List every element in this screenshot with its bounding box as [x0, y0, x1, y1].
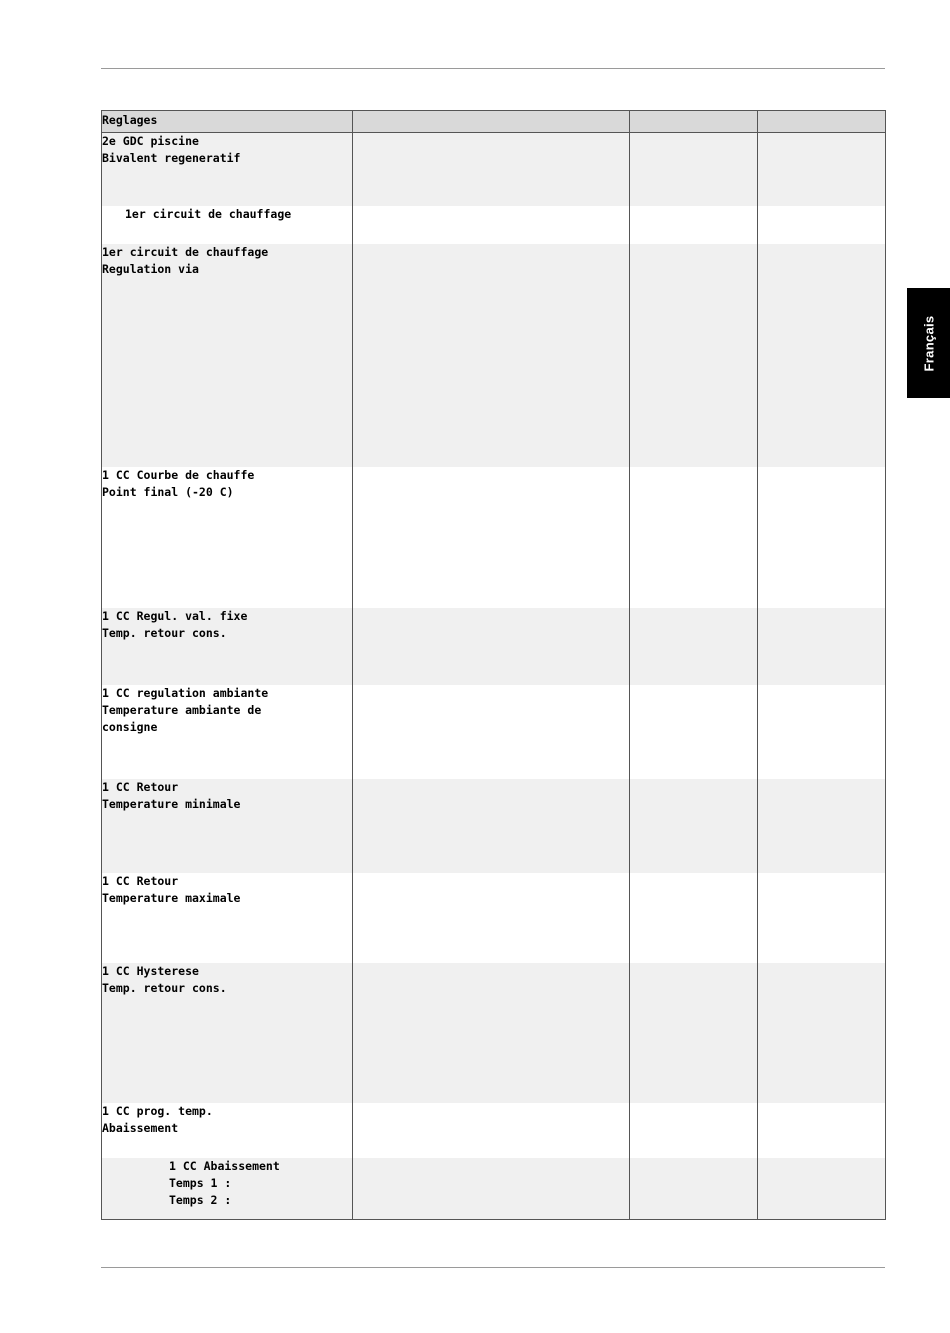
- table-cell: [353, 244, 630, 467]
- setting-line: 1 CC prog. temp.: [102, 1103, 213, 1118]
- table-cell: [353, 467, 630, 608]
- table-row: [102, 608, 886, 685]
- setting-name: [102, 873, 353, 963]
- table-cell: [353, 206, 630, 244]
- table-cell: [758, 963, 886, 1103]
- table-cell: [758, 1103, 886, 1158]
- settings-table: [101, 110, 886, 1220]
- table-row: [102, 1103, 886, 1158]
- table-cell: [630, 608, 758, 685]
- setting-line: Temperature ambiante de: [102, 702, 262, 717]
- setting-line: consigne: [102, 719, 158, 734]
- setting-name: [102, 1103, 353, 1158]
- table-cell: [353, 1103, 630, 1158]
- table-cell: [630, 873, 758, 963]
- table-cell: [758, 244, 886, 467]
- table-header-row: [102, 111, 886, 133]
- table-row: [102, 206, 886, 244]
- table-row: [102, 779, 886, 873]
- table-cell: [758, 467, 886, 608]
- setting-line: 1 CC Courbe de chauffe: [102, 467, 255, 482]
- setting-line: 1 CC Retour: [102, 779, 179, 794]
- table-cell: [630, 206, 758, 244]
- table-cell: [353, 963, 630, 1103]
- setting-line: Temps 2 :: [169, 1192, 232, 1207]
- table-row: [102, 873, 886, 963]
- setting-line: Temperature minimale: [102, 796, 241, 811]
- table-cell: [630, 779, 758, 873]
- setting-line: 1 CC Regul. val. fixe: [102, 608, 248, 623]
- table-cell: [758, 685, 886, 779]
- table-cell: [758, 608, 886, 685]
- table-cell: [353, 779, 630, 873]
- table-cell: [758, 133, 886, 206]
- table-row: [102, 685, 886, 779]
- setting-line: Temp. retour cons.: [102, 980, 227, 995]
- setting-line: Regulation via: [102, 261, 199, 276]
- table-cell: [758, 206, 886, 244]
- setting-name: [102, 133, 353, 206]
- setting-line: 1 CC regulation ambiante: [102, 685, 269, 700]
- top-rule: [101, 68, 885, 69]
- header-cell: [758, 111, 886, 133]
- table-cell: [353, 1158, 630, 1220]
- setting-line: 1 CC Abaissement: [169, 1158, 280, 1173]
- table-row: [102, 467, 886, 608]
- setting-line: 1er circuit de chauffage: [102, 244, 269, 259]
- setting-name: [102, 779, 353, 873]
- table-cell: [630, 133, 758, 206]
- table-cell: [758, 1158, 886, 1220]
- setting-name: [102, 206, 353, 244]
- setting-line: Temps 1 :: [169, 1175, 232, 1190]
- table-row: [102, 1158, 886, 1220]
- header-cell: [630, 111, 758, 133]
- language-tab: [907, 288, 950, 398]
- table-cell: [630, 685, 758, 779]
- header-label: Reglages: [102, 113, 158, 127]
- table-cell: [353, 685, 630, 779]
- setting-line: Abaissement: [102, 1120, 179, 1135]
- table-cell: [630, 1103, 758, 1158]
- table-cell: [630, 1158, 758, 1220]
- bottom-rule: [101, 1267, 885, 1268]
- table-cell: [630, 244, 758, 467]
- table-row: [102, 963, 886, 1103]
- header-cell-settings: [102, 111, 353, 133]
- setting-line: 1er circuit de chauffage: [125, 206, 292, 221]
- table-cell: [353, 608, 630, 685]
- table-cell: [630, 467, 758, 608]
- setting-name: [102, 685, 353, 779]
- setting-line: Bivalent regeneratif: [102, 151, 241, 165]
- table-row: [102, 244, 886, 467]
- setting-line: 1 CC Retour: [102, 873, 179, 888]
- table-row: [102, 133, 886, 206]
- setting-name: [102, 244, 353, 467]
- language-tab-label: Français: [921, 315, 936, 371]
- setting-line: 2e GDC piscine: [102, 134, 199, 148]
- header-cell: [353, 111, 630, 133]
- setting-name: [102, 467, 353, 608]
- setting-name: [102, 963, 353, 1103]
- table-cell: [353, 873, 630, 963]
- setting-line: Temperature maximale: [102, 890, 241, 905]
- table-cell: [353, 133, 630, 206]
- setting-line: Temp. retour cons.: [102, 625, 227, 640]
- setting-line: Point final (-20 C): [102, 484, 234, 499]
- table-cell: [630, 963, 758, 1103]
- table-cell: [758, 779, 886, 873]
- setting-line: 1 CC Hysterese: [102, 963, 199, 978]
- setting-name: [102, 1158, 353, 1220]
- table-cell: [758, 873, 886, 963]
- setting-name: [102, 608, 353, 685]
